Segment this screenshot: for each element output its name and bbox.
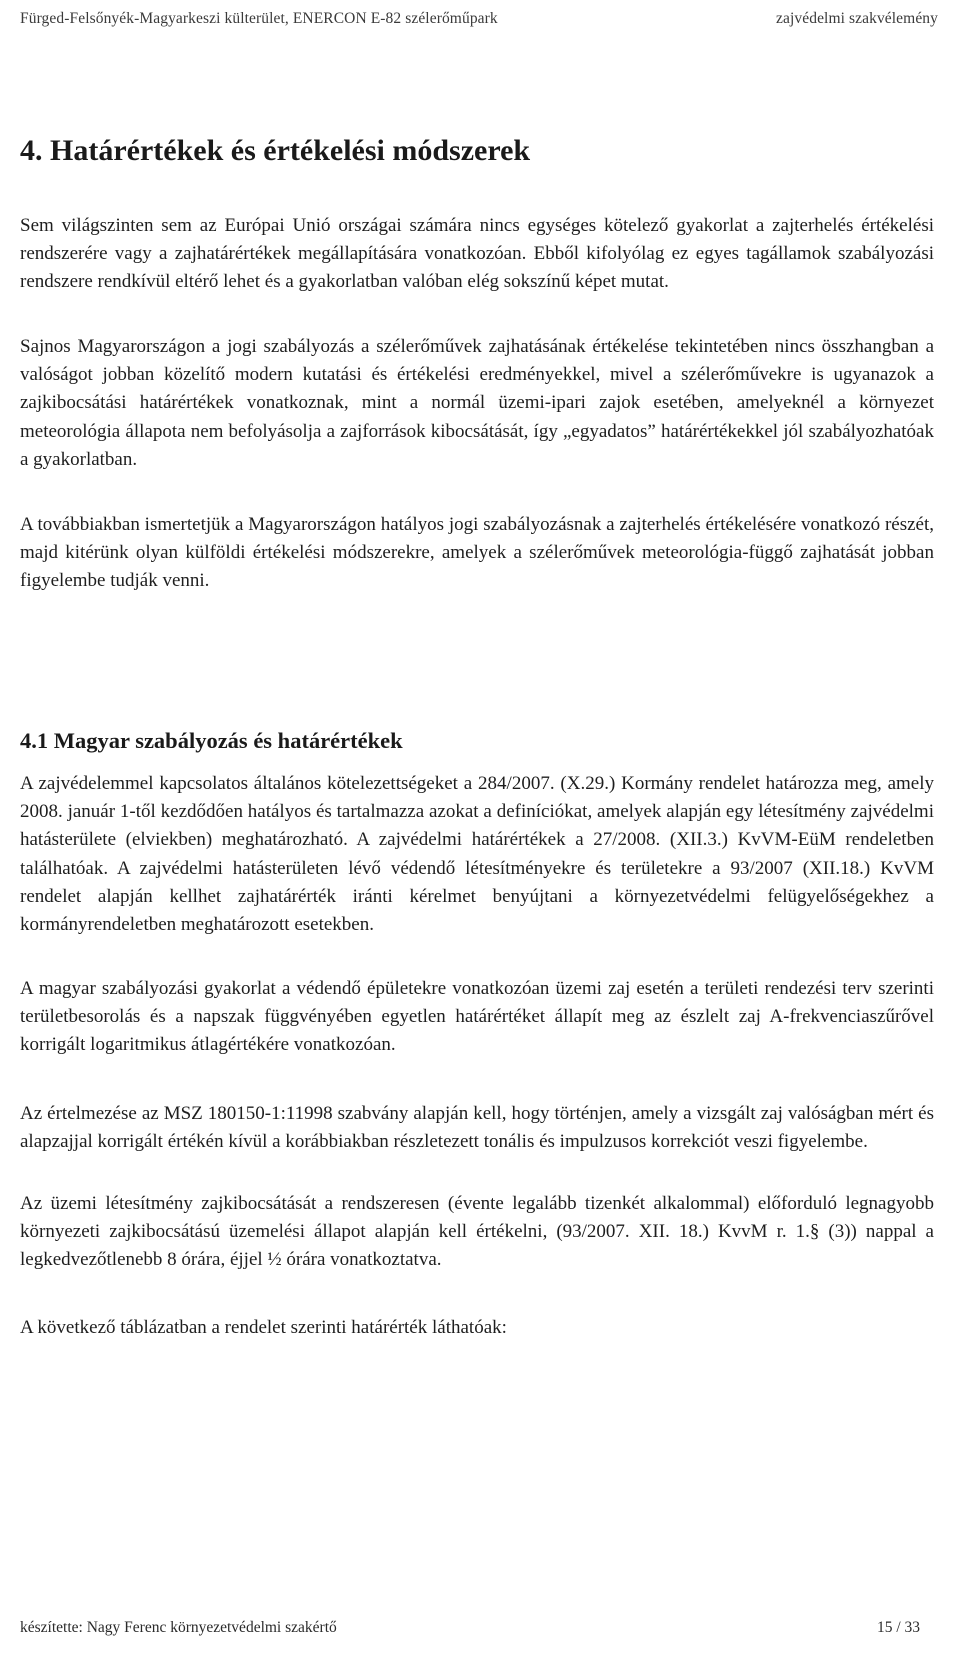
paragraph: A magyar szabályozási gyakorlat a védendő épületekre vonatkozóan üzemi zaj esetén a területi rendezési terv szerinti területbesorolás és a napszak függvényében egyetlen határértéket állapít meg az észlelt zaj A-frekvenciaszűrővel korrigált logaritmikus átlagértékére vonatkozóan. [20, 978, 934, 1056]
page-number: 15 / 33 [876, 1619, 920, 1636]
header-document-type: zajvédelmi szakvélemény [776, 10, 938, 27]
page-footer [20, 1619, 920, 1645]
footer-author: készítette: Nagy Ferenc környezetvédelmi szakértő [20, 1619, 337, 1636]
paragraph: A következő táblázatban a rendelet szerinti határérték láthatóak: [20, 1317, 507, 1338]
subsection-heading: 4.1 Magyar szabályozás és határértékek [20, 728, 403, 753]
paragraph: Sem világszinten sem az Európai Unió országai számára nincs egységes kötelező gyakorlat a zajterhelés értékelési rendszerére vagy a zajhatárértékek megállapítására vonatkozóan. Ebből kifolyólag ez egyes tagállamok szabályozási rendszere rendkívül eltérő lehet és a gyakorlatban valóban elég sokszínű képet mutat. [20, 215, 934, 293]
page-header [20, 10, 938, 40]
paragraph: Az értelmezése az MSZ 180150-1:11998 szabvány alapján kell, hogy történjen, amely a vizsgált zaj valóságban mért és alapzajjal korrigált értékén kívül a korábbiakban részletezett tonális és impulzusos korrekciót veszi figyelembe. [20, 1103, 934, 1153]
header-document-title: Fürged-Felsőnyék-Magyarkeszi külterület, ENERCON E-82 szélerőműpark [20, 10, 498, 27]
paragraph: A zajvédelemmel kapcsolatos általános kötelezettségeket a 284/2007. (X.29.) Kormány rendelet határozza meg, amely 2008. január 1-től kezdődően hatályos és tartalmazza azokat a definíciókat, amelyek alapján egy létesítmény zajvédelmi hatásterülete (elviekben) meghatározható. A zajvédelmi határértékek a 27/2008. (XII.3.) KvVM-EüM rendeletben találhatóak. A zajvédelmi hatásterületen lévő védendő létesítményekre és területekre a 93/2007 (XII.18.) KvVM rendelet alapján kellhet zajhatárérték iránti kérelmet benyújtani a környezetvédelmi felügyelőségekhez a kormányrendeletben meghatározott esetekben. [20, 773, 934, 936]
paragraph: Sajnos Magyarországon a jogi szabályozás a szélerőművek zajhatásának értékelése tekintetében nincs összhangban a valóságot jobban közelítő modern kutatási és értékelési eredményekkel, mivel a szélerőművekre is ugyanazok a zajkibocsátási határértékek vonatkoznak, mint a normál üzemi-ipari zajok esetében, amelyeknél a környezet meteorológia állapota nem befolyásolja a zajforrások kibocsátását, így „egyadatos” határértékekkel jól szabályozhatóak a gyakorlatban. [20, 336, 934, 470]
paragraph: A továbbiakban ismertetjük a Magyarországon hatályos jogi szabályozásnak a zajterhelés értékelésére vonatkozó részét, majd kitérünk olyan külföldi értékelési módszerekre, amelyek a szélerőművek meteorológia-függő zajhatását jobban figyelembe tudják venni. [20, 514, 934, 592]
paragraph: Az üzemi létesítmény zajkibocsátását a rendszeresen (évente legalább tizenkét alkalommal) előforduló legnagyobb környezeti zajkibocsátású üzemelési állapot alapján kell értékelni, (93/2007. XII. 18.) KvvM r. 1.§ (3)) nappal a legkedvezőtlenebb 8 órára, éjjel ½ órára vonatkoztatva. [20, 1193, 934, 1271]
section-heading: 4. Határértékek és értékelési módszerek [20, 134, 531, 167]
